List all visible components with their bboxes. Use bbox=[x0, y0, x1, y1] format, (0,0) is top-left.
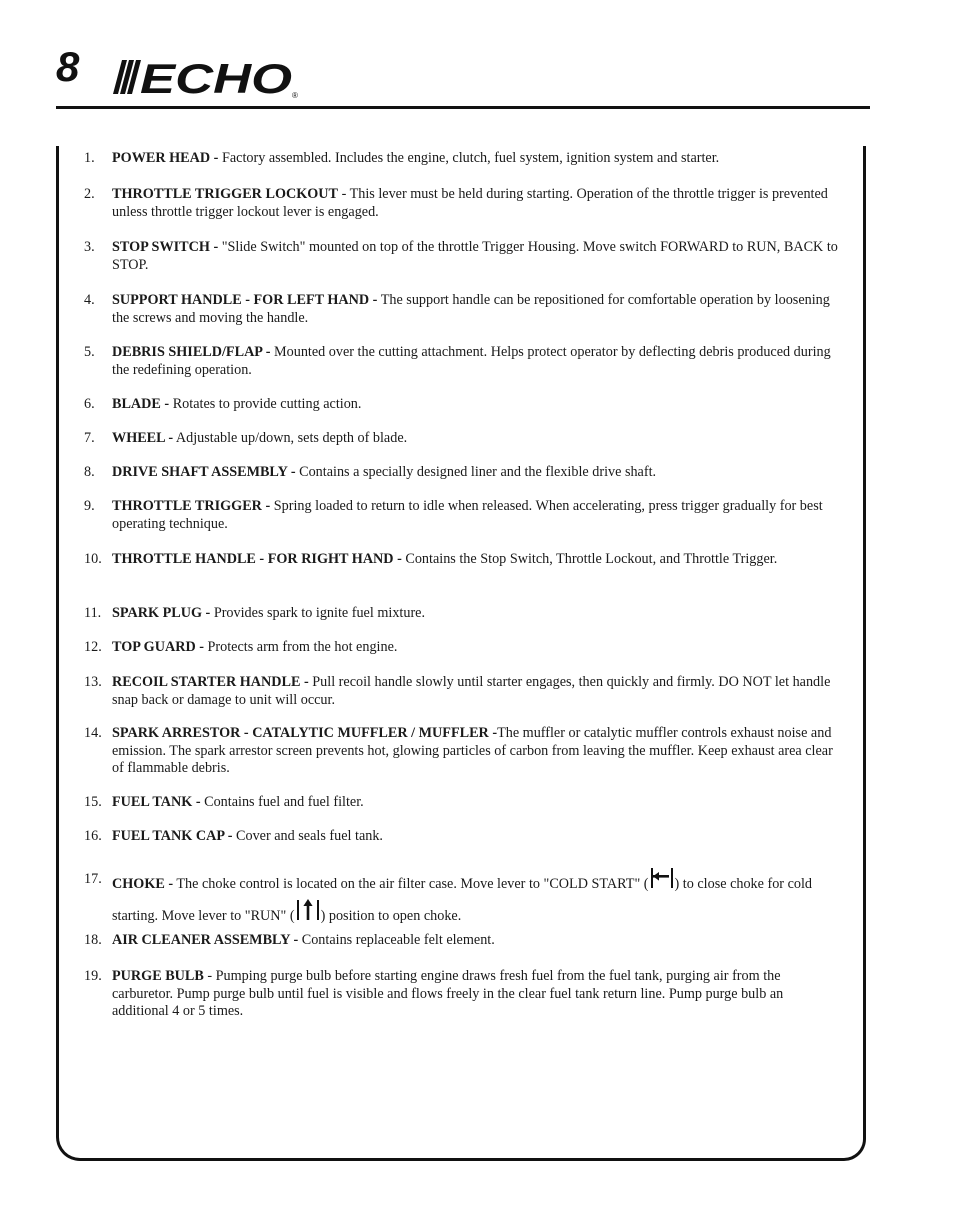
list-item bbox=[84, 551, 840, 569]
item-text: Mounted over the cutting attachment. Helps protect operator by deflecting debris produced during the redefining operation. bbox=[112, 344, 831, 378]
list-item bbox=[84, 828, 840, 846]
item-number: 7. bbox=[84, 430, 95, 446]
cold-start-choke-icon bbox=[650, 866, 674, 890]
item-number: 18. bbox=[84, 932, 102, 948]
item-number: 15. bbox=[84, 794, 102, 810]
list-item bbox=[84, 794, 840, 812]
item-term: WHEEL - bbox=[112, 430, 174, 446]
echo-logo bbox=[112, 56, 302, 100]
item-text: - This lever must be held during starting. Operation of the throttle trigger is prevented unless throttle trigger lockout lever is engaged. bbox=[112, 186, 828, 220]
list-item bbox=[84, 292, 840, 327]
run-choke-icon bbox=[296, 898, 320, 922]
item-text: Contains the Stop Switch, Throttle Lockout, and Throttle Trigger. bbox=[401, 551, 778, 567]
list-item bbox=[84, 150, 840, 168]
item-text: Contains fuel and fuel filter. bbox=[200, 794, 364, 810]
list-item bbox=[84, 866, 840, 930]
list-item bbox=[84, 464, 840, 482]
item-number: 1. bbox=[84, 150, 95, 166]
item-number: 9. bbox=[84, 498, 95, 514]
item-term: CHOKE - bbox=[112, 876, 174, 892]
item-term: AIR CLEANER ASSEMBLY - bbox=[112, 932, 299, 948]
list-item bbox=[84, 639, 840, 657]
item-term: FUEL TANK - bbox=[112, 794, 201, 810]
list-item bbox=[84, 932, 840, 950]
item-number: 8. bbox=[84, 464, 95, 480]
item-term: POWER HEAD - bbox=[112, 150, 219, 166]
item-text: Pull recoil handle slowly until starter engages, then quickly and firmly. DO NOT let handle snap back or damage to unit will occur. bbox=[112, 674, 831, 708]
item-number: 16. bbox=[84, 828, 102, 844]
item-text: ) position to open choke. bbox=[320, 908, 462, 924]
item-number: 2. bbox=[84, 186, 95, 202]
item-term: THROTTLE HANDLE - FOR RIGHT HAND - bbox=[112, 551, 402, 567]
item-text: - Pumping purge bulb before starting engine draws fresh fuel from the fuel tank, purging air from the carburetor. Pump purge bulb until fuel is visible and flows freely in the clear fuel tank return line. Pump purge bulb an additional 4 or 5 times. bbox=[112, 968, 784, 1020]
list-item bbox=[84, 968, 840, 1021]
item-term: SPARK ARRESTOR - CATALYTIC MUFFLER / MUFFLER - bbox=[112, 725, 498, 741]
item-term: THROTTLE TRIGGER LOCKOUT bbox=[112, 186, 339, 202]
item-number: 3. bbox=[84, 239, 95, 255]
list-item bbox=[84, 498, 840, 533]
item-text: Contains replaceable felt element. bbox=[298, 932, 495, 948]
item-term: BLADE - bbox=[112, 396, 170, 412]
registered-mark: ® bbox=[292, 91, 298, 100]
item-term: THROTTLE TRIGGER - bbox=[112, 498, 271, 514]
item-number: 19. bbox=[84, 968, 102, 984]
item-text: Provides spark to ignite fuel mixture. bbox=[210, 605, 426, 621]
item-term: TOP GUARD - bbox=[112, 639, 204, 655]
item-number: 5. bbox=[84, 344, 95, 360]
item-term: SPARK PLUG - bbox=[112, 605, 211, 621]
item-text: Contains a specially designed liner and the flexible drive shaft. bbox=[295, 464, 657, 480]
item-text: ) to close choke for cold starting. Move lever to "RUN" ( bbox=[112, 876, 813, 924]
item-text: The support handle can be repositioned for comfortable operation by loosening the screws and moving the handle. bbox=[112, 292, 830, 326]
item-number: 4. bbox=[84, 292, 95, 308]
item-text: Rotates to provide cutting action. bbox=[169, 396, 362, 412]
item-number: 11. bbox=[84, 605, 102, 621]
list-item bbox=[84, 430, 840, 448]
item-term: PURGE BULB bbox=[112, 968, 204, 984]
header-rule bbox=[56, 106, 870, 109]
item-text: Adjustable up/down, sets depth of blade. bbox=[173, 430, 408, 446]
item-text: Protects arm from the hot engine. bbox=[203, 639, 398, 655]
item-number: 12. bbox=[84, 639, 102, 655]
list-item bbox=[84, 725, 840, 778]
item-number: 13. bbox=[84, 674, 102, 690]
item-text: The muffler or catalytic muffler controls exhaust noise and emission. The spark arrestor screen prevents hot, glowing particles of carbon from leaving the muffler. Keep exhaust area clear of flammable debris. bbox=[112, 725, 833, 777]
item-number: 17. bbox=[84, 871, 102, 887]
page-number: 8 bbox=[56, 43, 80, 90]
list-item bbox=[84, 605, 840, 623]
item-term: FUEL TANK CAP - bbox=[112, 828, 233, 844]
item-number: 6. bbox=[84, 396, 95, 412]
item-term: DRIVE SHAFT ASSEMBLY - bbox=[112, 464, 296, 480]
item-term: DEBRIS SHIELD/FLAP - bbox=[112, 344, 271, 360]
list-item bbox=[84, 344, 840, 379]
item-text: "Slide Switch" mounted on top of the throttle Trigger Housing. Move switch FORWARD to RUN, BACK to STOP. bbox=[112, 239, 838, 273]
item-term: STOP SWITCH - bbox=[112, 239, 219, 255]
item-term: RECOIL STARTER HANDLE - bbox=[112, 674, 309, 690]
logo-wordmark: ECHO bbox=[140, 56, 292, 100]
list-item bbox=[84, 239, 840, 274]
item-term: SUPPORT HANDLE - FOR LEFT HAND - bbox=[112, 292, 378, 308]
item-number: 14. bbox=[84, 725, 102, 741]
item-text: Cover and seals fuel tank. bbox=[232, 828, 383, 844]
list-item bbox=[84, 186, 840, 221]
item-number: 10. bbox=[84, 551, 102, 567]
item-text: Factory assembled. Includes the engine, clutch, fuel system, ignition system and starter. bbox=[218, 150, 720, 166]
list-item bbox=[84, 674, 840, 709]
item-text: The choke control is located on the air filter case. Move lever to "COLD START" ( bbox=[173, 876, 649, 892]
list-item bbox=[84, 396, 840, 414]
item-text: Spring loaded to return to idle when released. When accelerating, press trigger gradually for best operating technique. bbox=[112, 498, 823, 532]
